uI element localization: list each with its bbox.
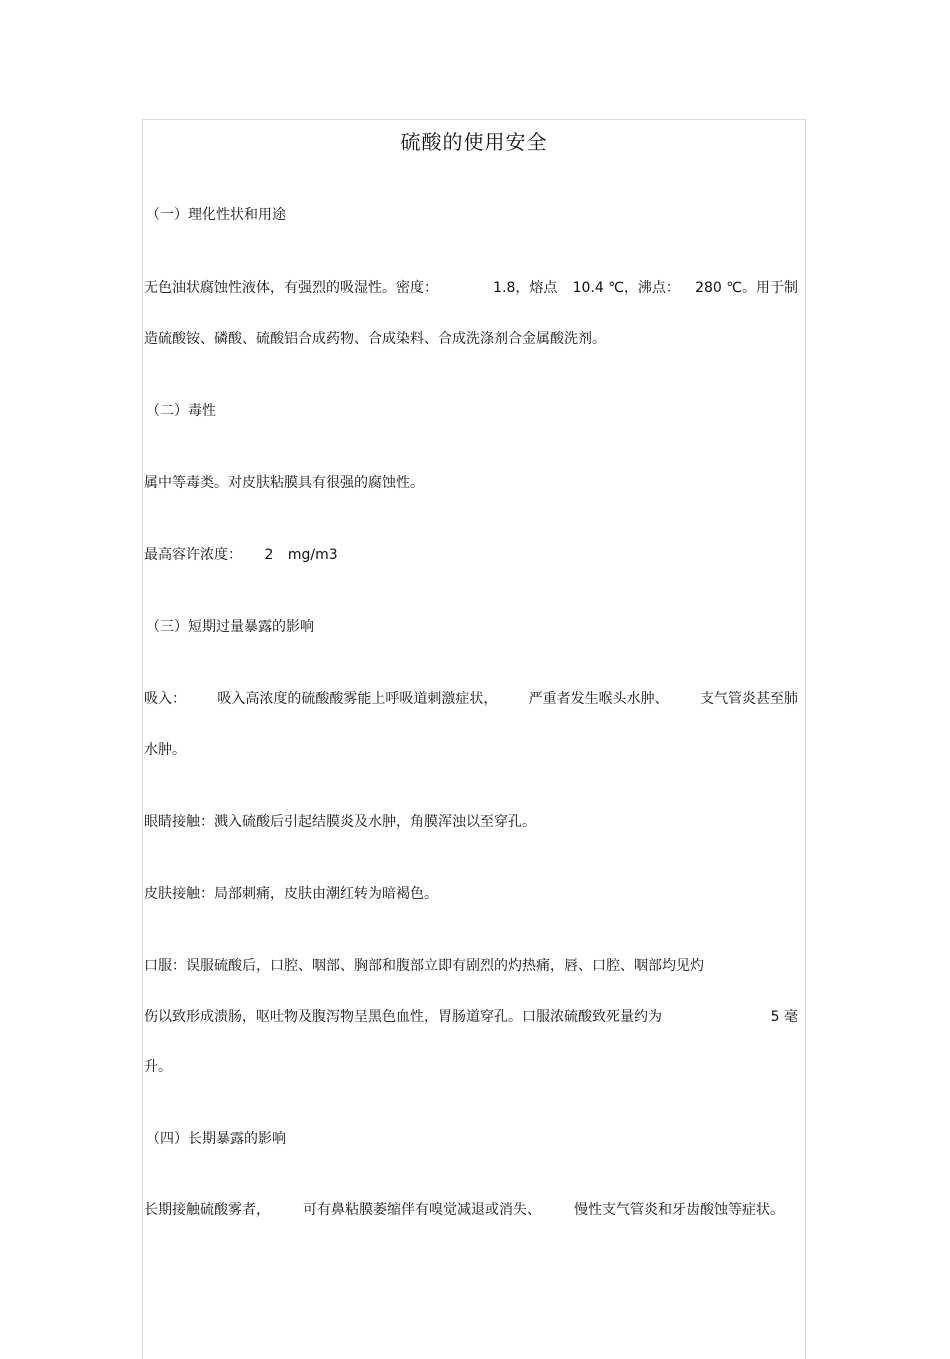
text-segment: mg/m3	[287, 547, 338, 563]
paragraph-line	[144, 689, 798, 709]
text-segment: 最高容许浓度：	[144, 547, 242, 563]
paragraph-line: 皮肤接触：局部刺痛，皮肤由潮红转为暗褐色。	[144, 886, 438, 902]
paragraph-line	[144, 278, 798, 298]
text-segment: 280 ℃。用于制	[695, 280, 798, 296]
paragraph-line: 造硫酸铵、磷酸、硫酸铝合成药物、合成染料、合成洗涤剂合金属酸洗剂。	[144, 331, 606, 347]
paragraph-line: 口服：误服硫酸后，口腔、咽部、胸部和腹部立即有剧烈的灼热痛，唇、口腔、咽部均见灼	[144, 958, 704, 974]
section-heading-3: （三）短期过量暴露的影响	[146, 619, 314, 635]
document-title: 硫酸的使用安全	[400, 130, 548, 154]
page-frame	[142, 119, 806, 1359]
text-segment: 1.8，熔点	[493, 280, 558, 296]
paragraph-line: 属中等毒类。对皮肤粘膜具有很强的腐蚀性。	[144, 475, 424, 491]
section-heading-1: （一）理化性状和用途	[146, 207, 286, 223]
text-segment: 10.4 ℃，沸点：	[572, 280, 680, 296]
text-segment: 伤以致形成溃肠，呕吐物及腹泻物呈黑色血性，胃肠道穿孔。口服浓硫酸致死量约为	[144, 1009, 662, 1025]
paragraph-line	[144, 1007, 798, 1027]
text-segment: 长期接触硫酸雾者，	[144, 1202, 270, 1218]
text-segment: 慢性支气管炎和牙齿酸蚀等症状。	[574, 1202, 784, 1218]
paragraph-line: 升。	[144, 1059, 172, 1075]
text-segment: 2	[264, 547, 274, 563]
text-segment: 无色油状腐蚀性液体，有强烈的吸湿性。密度：	[144, 280, 438, 296]
paragraph-line: 水肿。	[144, 742, 186, 758]
paragraph-line: 眼睛接触：溅入硫酸后引起结膜炎及水肿，角膜浑浊以至穿孔。	[144, 814, 536, 830]
text-segment: 吸入高浓度的硫酸酸雾能上呼吸道刺激症状，	[217, 691, 498, 707]
text-segment: 严重者发生喉头水肿、	[528, 691, 669, 707]
section-heading-4: （四）长期暴露的影响	[146, 1131, 286, 1147]
section-heading-2: （二）毒性	[146, 403, 216, 419]
paragraph-line	[144, 1200, 784, 1220]
text-segment: 吸入：	[144, 691, 186, 707]
text-segment: 支气管炎甚至肺	[699, 691, 798, 707]
text-segment: 可有鼻粘膜萎缩伴有嗅觉减退或消失、	[303, 1202, 541, 1218]
paragraph-line	[144, 545, 338, 565]
text-segment: 5 毫	[770, 1009, 798, 1025]
